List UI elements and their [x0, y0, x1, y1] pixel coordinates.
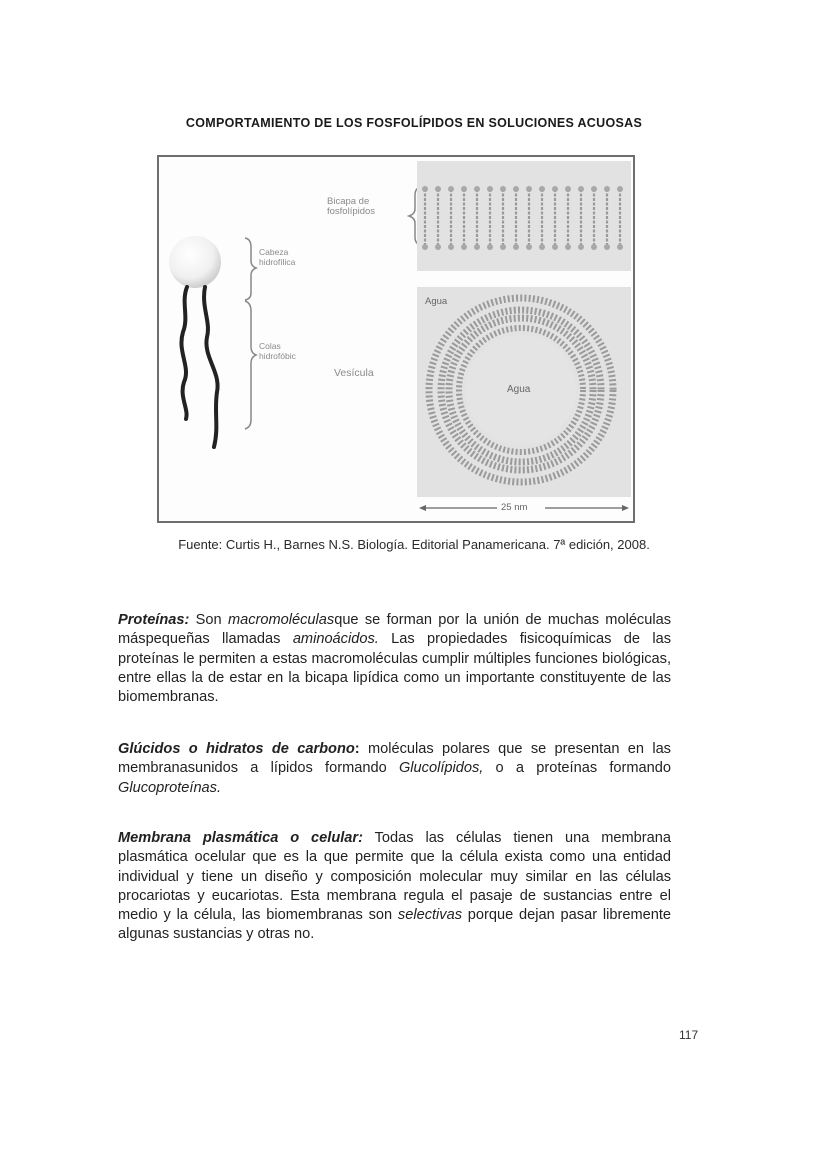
- vesicle-label: Vesícula: [334, 367, 374, 379]
- figure-caption: Fuente: Curtis H., Barnes N.S. Biología. Editorial Panamericana. 7ª edición, 2008.: [178, 537, 650, 552]
- vesicle-panel: [417, 287, 631, 497]
- section-carbohydrates: Glúcidos o hidratos de carbono: moléculas polares que se presentan en las membranasunidos a lípidos formando Glucolípidos, o a proteínas formando Glucoproteínas.: [118, 741, 671, 796]
- page-number: 117: [679, 1028, 699, 1042]
- term-plasma-membrane: Membrana plasmática o celular:: [118, 830, 363, 846]
- page-title: COMPORTAMIENTO DE LOS FOSFOLÍPIDOS EN SOLUCIONES ACUOSAS: [185, 116, 643, 130]
- phospholipid-figure: [157, 155, 635, 523]
- tails-label: Colas hidrofóbic: [259, 341, 296, 361]
- bilayer-icon: [417, 161, 631, 271]
- term-proteins: Proteínas:: [118, 612, 190, 628]
- bilayer-label: Bicapa de fosfolípidos: [327, 196, 376, 217]
- water-outside-label: Agua: [425, 296, 448, 307]
- section-proteins: Proteínas: Son macromoléculasque se forman por la unión de muchas moléculas máspequeñas llamadas aminoácidos. Las propiedades fisicoquímicas de las proteínas le permiten a estas macromoléculas cumplir múltiples funciones biológicas, entre ellas la de estar en la bicapa lipídica como un importante constituyente de las biomembranas.: [118, 612, 672, 706]
- section-plasma-membrane: Membrana plasmática o celular: Todas las células tienen una membrana plasmática ocelular que es la que permite que la célula exista como una entidad individual y tiene un diseño y composición molecular muy similar en las células procariotas y eucariotas. Esta membrana regula el pasaje de sustancias entre el medio y la célula, las biomembranas son selectivas porque dejan pasar libremente algunas sustancias y otras no.: [118, 830, 671, 943]
- water-inside-label: Agua: [507, 384, 531, 395]
- head-label: Cabeza hidrofílica: [259, 247, 296, 267]
- bilayer-panel: [417, 161, 631, 271]
- scale-label: 25 nm: [501, 502, 528, 513]
- term-carbohydrates: Glúcidos o hidratos de carbono: [118, 741, 355, 757]
